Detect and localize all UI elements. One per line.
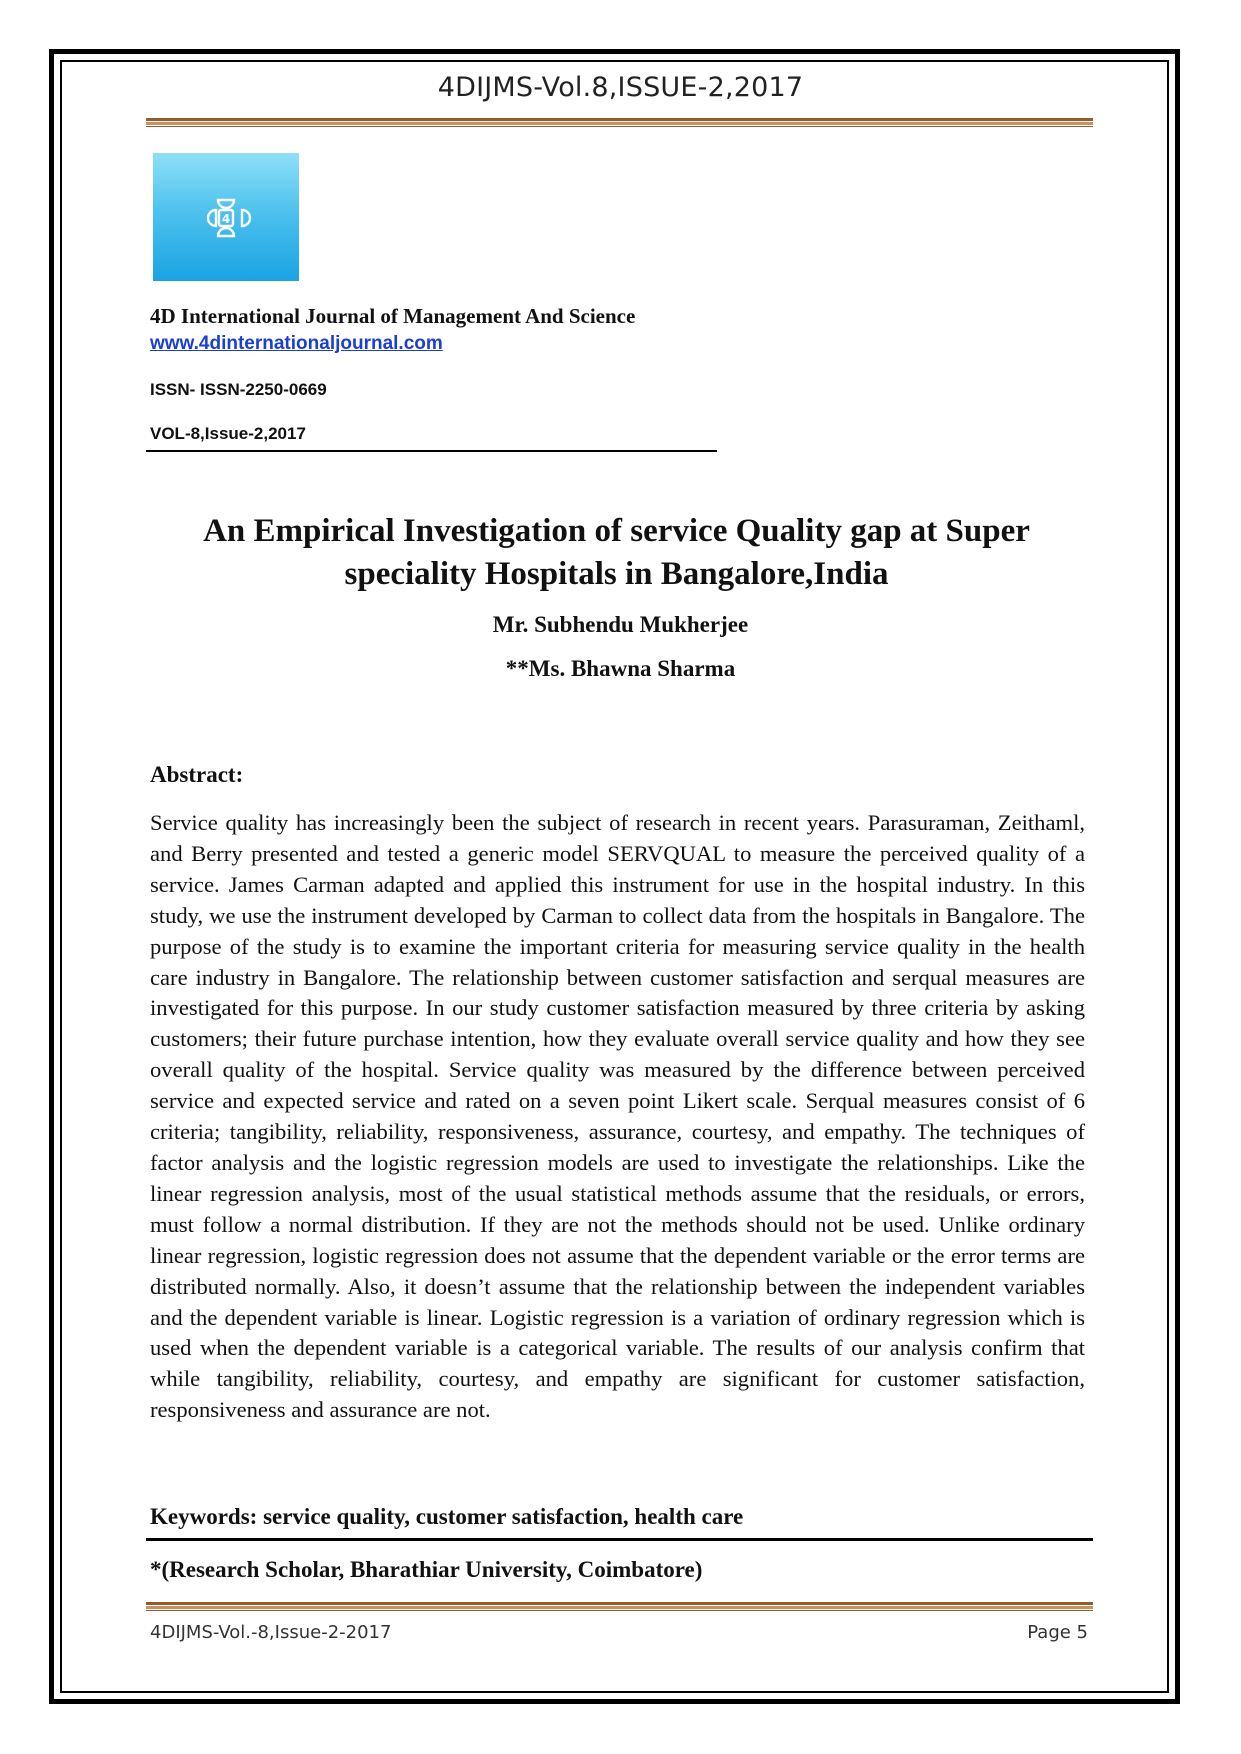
- keywords-line: Keywords: service quality, customer satisfaction, health care: [150, 1504, 744, 1529]
- paper-title: An Empirical Investigation of service Quality gap at Super speciality Hospitals in Bangalore,India: [203, 513, 1030, 592]
- keywords-rule: [146, 1538, 1093, 1541]
- author-primary: Mr. Subhendu Mukherjee: [492, 612, 749, 637]
- volume-line: VOL-8,Issue-2,2017: [150, 424, 306, 443]
- 4d-journal-logo-icon: [200, 196, 252, 240]
- journal-name: 4D International Journal of Management And Science: [150, 304, 636, 328]
- volume-rule: [146, 450, 717, 452]
- abstract-heading: Abstract:: [150, 762, 244, 787]
- author-affiliation: *(Research Scholar, Bharathiar University, Coimbatore): [150, 1557, 703, 1582]
- running-header: 4DIJMS-Vol.8,ISSUE-2,2017: [437, 72, 804, 103]
- abstract-body: Service quality has increasingly been the subject of research in recent years. Parasuraman, Zeithaml, and Berry presented and tested a generic model SERVQUAL to measure the perceived quality of a service. James Carman adapted and applied this instrument for use in the hospital industry. In this study, we use the instrument developed by Carman to collect data from the hospitals in Bangalore. The purpose of the study is to examine the important criteria for measuring service quality in the health care industry in Bangalore. The relationship between customer satisfaction and serqual measures are investigated for this purpose. In our study customer satisfaction measured by three criteria by asking customers; their future purchase intention, how they evaluate overall service quality and how they see overall quality of the hospital. Service quality was measured by the difference between perceived service and expected service and rated on a seven point Likert scale. Serqual measures consist of 6 criteria; tangibility, reliability, responsiveness, assurance, courtesy, and empathy. The techniques of factor analysis and the logistic regression models are used to investigate the relationships. Like the linear regression analysis, most of the usual statistical methods assume that the residuals, or errors, must follow a normal distribution. If they are not the methods should not be used. Unlike ordinary linear regression, logistic regression does not assume that the dependent variable or the error terms are distributed normally. Also, it doesn’t assume that the relationship between the independent variables and the dependent variable is linear. Logistic regression is a variation of ordinary regression which is used when the dependent variable is a categorical variable. The results of our analysis confirm that while tangibility, reliability, courtesy, and empathy are significant for customer satisfaction, responsiveness and assurance are not.: [150, 810, 1085, 1423]
- svg-text:4: 4: [221, 212, 231, 226]
- header-rule: [146, 118, 1093, 127]
- page-number: Page 5: [1027, 1622, 1088, 1643]
- journal-logo: [153, 153, 299, 281]
- issn-line: ISSN- ISSN-2250-0669: [150, 380, 327, 399]
- author-secondary: **Ms. Bhawna Sharma: [505, 656, 736, 681]
- footer-journal-ref: 4DIJMS-Vol.-8,Issue-2-2017: [150, 1622, 392, 1643]
- journal-url-link[interactable]: www.4dinternationaljournal.com: [150, 333, 443, 354]
- footer-rule: [146, 1602, 1093, 1611]
